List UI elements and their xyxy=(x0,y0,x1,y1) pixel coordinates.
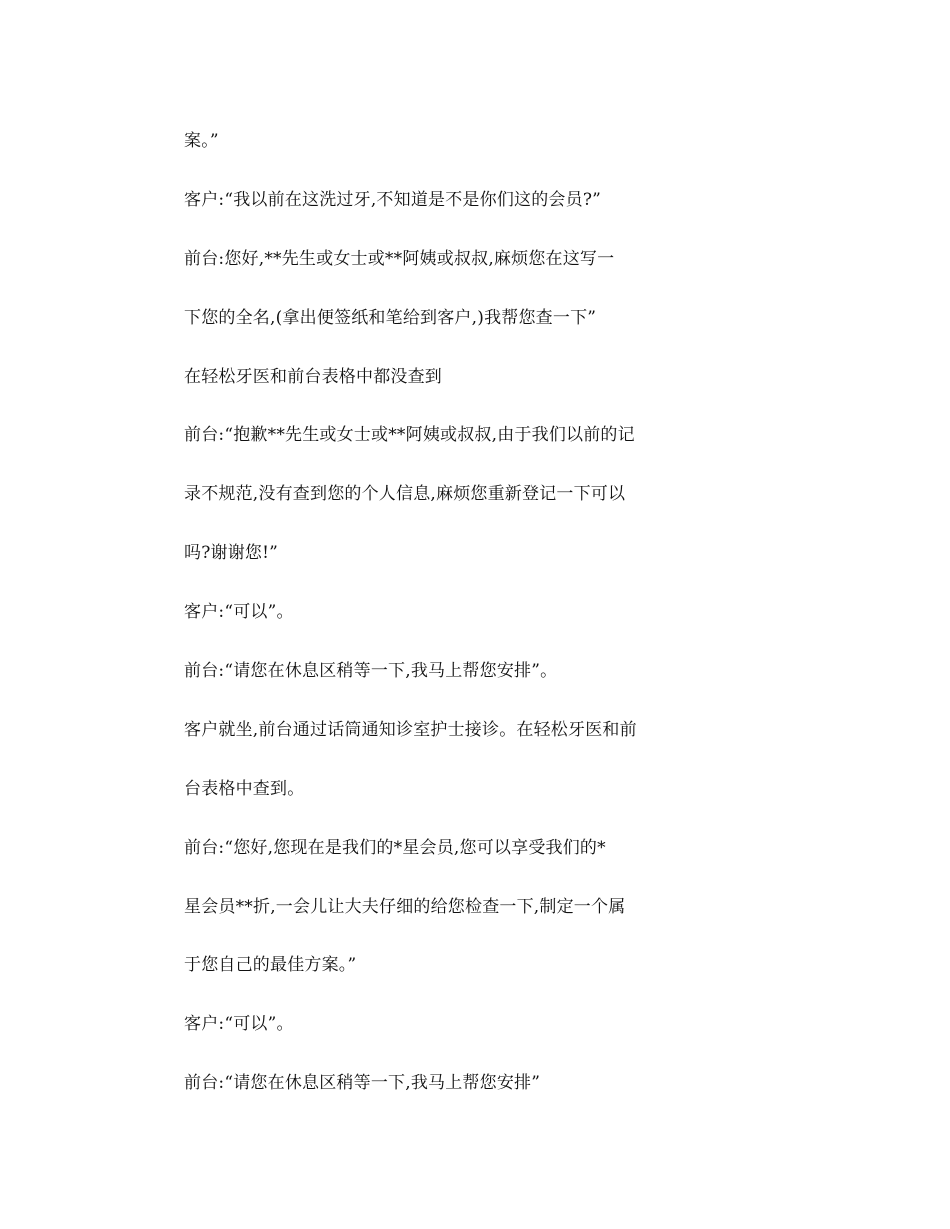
text-line: 前台:您好,**先生或女士或**阿姨或叔叔,麻烦您在这写一 xyxy=(184,248,615,269)
text-line: 前台:“抱歉**先生或女士或**阿姨或叔叔,由于我们以前的记 xyxy=(184,425,635,446)
text-line: 下您的全名,(拿出便签纸和笔给到客户,)我帮您查一下” xyxy=(184,307,597,328)
text-line: 客户:“我以前在这洗过牙,不知道是不是你们这的会员?” xyxy=(184,189,602,210)
text-line: 客户就坐,前台通过话筒通知诊室护士接诊。在轻松牙医和前 xyxy=(184,719,637,740)
text-line: 吗?谢谢您!” xyxy=(184,543,279,564)
text-line: 客户:“可以”。 xyxy=(184,602,294,623)
text-line: 前台:“请您在休息区稍等一下,我马上帮您安排” xyxy=(184,1073,541,1094)
text-line: 前台:“您好,您现在是我们的*星会员,您可以享受我们的* xyxy=(184,837,606,858)
text-line: 星会员**折,一会儿让大夫仔细的给您检查一下,制定一个属 xyxy=(184,896,626,917)
text-line: 于您自己的最佳方案。” xyxy=(184,955,357,976)
text-line: 台表格中查到。 xyxy=(184,778,305,799)
text-line: 客户:“可以”。 xyxy=(184,1014,294,1035)
document-body xyxy=(184,127,744,1128)
text-line: 录不规范,没有查到您的个人信息,麻烦您重新登记一下可以 xyxy=(184,484,626,505)
text-line: 案。” xyxy=(184,131,219,151)
text-line: 在轻松牙医和前台表格中都没查到 xyxy=(184,366,442,387)
text-line: 前台:“请您在休息区稍等一下,我马上帮您安排”。 xyxy=(184,661,558,682)
